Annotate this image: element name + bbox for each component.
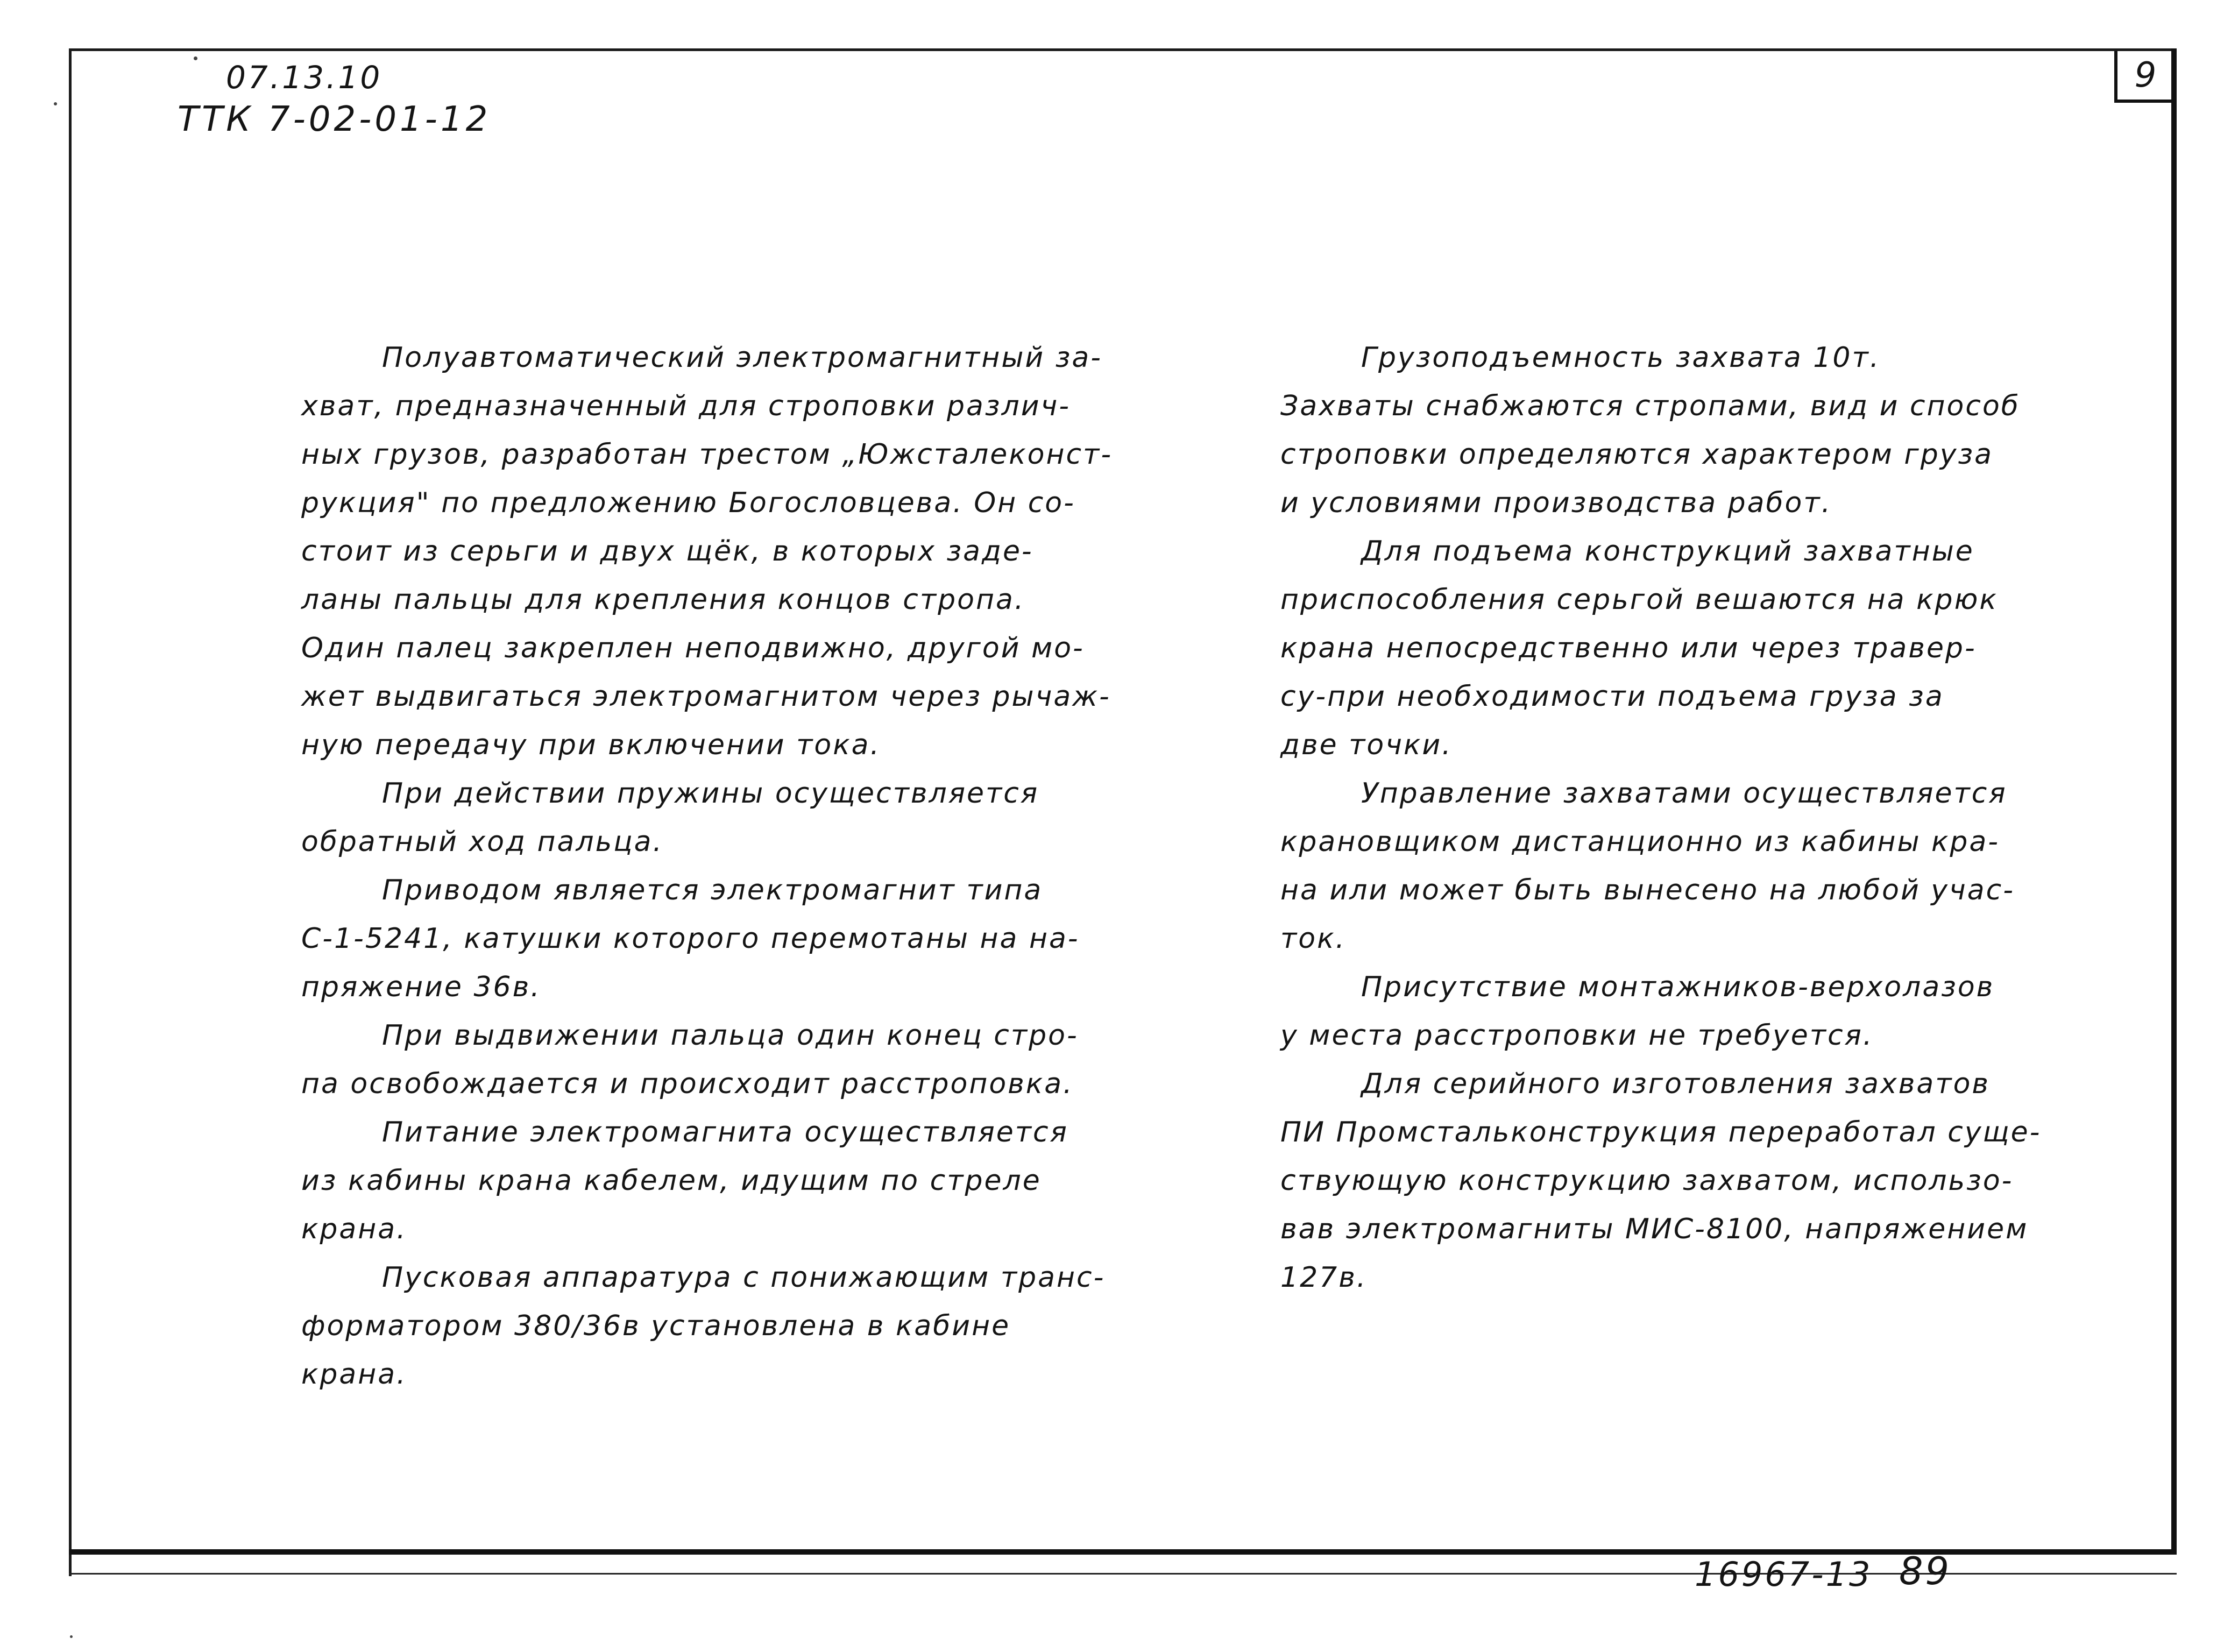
- left-column-line: Питание электромагнита осуществляется: [382, 1116, 1068, 1148]
- right-column-line: две точки.: [1280, 729, 1453, 761]
- left-column-line: ных грузов, разработан трестом „Южсталеконст-: [301, 438, 1113, 471]
- left-text-column: [301, 334, 1141, 1399]
- left-column-line: крана.: [301, 1358, 407, 1391]
- page-number-box: [2114, 51, 2173, 103]
- right-column-line: су-при необходимости подъема груза за: [1280, 680, 1944, 713]
- frame-right-border: [2171, 48, 2177, 1555]
- right-column-line: и условиями производства работ.: [1280, 487, 1832, 519]
- footer-doc-number: 16967-13: [1695, 1555, 1873, 1594]
- frame-bottom-border: [69, 1549, 2177, 1555]
- left-column-line: ланы пальцы для крепления концов стропа.: [301, 584, 1025, 616]
- left-column-line: Полуавтоматический электромагнитный за-: [382, 342, 1102, 374]
- left-column-line: жет выдвигаться электромагнитом через рычаж-: [301, 680, 1111, 713]
- right-column-line: ток.: [1280, 923, 1347, 955]
- left-column-line: из кабины крана кабелем, идущим по стреле: [301, 1165, 1042, 1197]
- left-column-line: хват, предназначенный для строповки различ-: [301, 390, 1071, 422]
- right-column-line: строповки определяются характером груза: [1280, 438, 1994, 471]
- left-column-line: пряжение 36в.: [301, 971, 541, 1003]
- header-code: 07.13.10: [226, 59, 383, 96]
- frame-left-border: [69, 48, 72, 1576]
- right-column-line: приспособления серьгой вешаются на крюк: [1280, 584, 1998, 616]
- frame-top-border: [69, 48, 2177, 51]
- left-column-line: С-1-5241, катушки которого перемотаны на на-: [301, 923, 1080, 955]
- right-column-line: у места расстроповки не требуется.: [1280, 1019, 1874, 1052]
- right-column-line: Захваты снабжаются стропами, вид и способ: [1280, 390, 2020, 422]
- left-column-line: Один палец закреплен неподвижно, другой мо-: [301, 632, 1085, 664]
- right-column-line: Управление захватами осуществляется: [1361, 777, 2007, 810]
- right-column-line: на или может быть вынесено на любой учас-: [1280, 874, 2015, 906]
- left-column-line: форматором 380/36в установлена в кабине: [301, 1310, 1011, 1342]
- page-number: 9: [2134, 55, 2157, 95]
- right-column-line: Для подъема конструкций захватные: [1361, 535, 1974, 568]
- right-column-line: ПИ Промстальконструкция переработал суще-: [1280, 1116, 2042, 1148]
- left-column-line: крана.: [301, 1213, 407, 1245]
- left-column-line: При действии пружины осуществляется: [382, 777, 1039, 810]
- right-column-line: вав электромагниты МИС-8100, напряжением: [1280, 1213, 2029, 1245]
- left-column-line: па освобождается и происходит расстроповка.: [301, 1068, 1074, 1100]
- scan-speck: [194, 56, 197, 60]
- right-text-column: [1280, 334, 2141, 1302]
- left-column-line: стоит из серьги и двух щёк, в которых заде-: [301, 535, 1033, 568]
- left-column-line: обратный ход пальца.: [301, 826, 664, 858]
- left-column-line: ную передачу при включении тока.: [301, 729, 881, 761]
- right-column-line: Грузоподъемность захвата 10т.: [1361, 342, 1881, 374]
- right-column-line: Для серийного изготовления захватов: [1361, 1068, 1991, 1100]
- footer-sheet-number: 89: [1899, 1549, 1952, 1593]
- scan-speck: [70, 1635, 73, 1638]
- left-column-line: Приводом является электромагнит типа: [382, 874, 1043, 906]
- left-column-line: При выдвижении пальца один конец стро-: [382, 1019, 1079, 1052]
- right-column-line: 127в.: [1280, 1261, 1368, 1294]
- left-column-line: Пусковая аппаратура с понижающим транс-: [382, 1261, 1106, 1294]
- right-column-line: Присутствие монтажников-верхолазов: [1361, 971, 1995, 1003]
- header-document-id: ТТК 7-02-01-12: [178, 100, 491, 139]
- left-column-line: рукция" по предложению Богословцева. Он со-: [301, 487, 1075, 519]
- right-column-line: крановщиком дистанционно из кабины кра-: [1280, 826, 2000, 858]
- scan-speck: [54, 102, 57, 105]
- right-column-line: ствующую конструкцию захватом, использо-: [1280, 1165, 2014, 1197]
- right-column-line: крана непосредственно или через травер-: [1280, 632, 1977, 664]
